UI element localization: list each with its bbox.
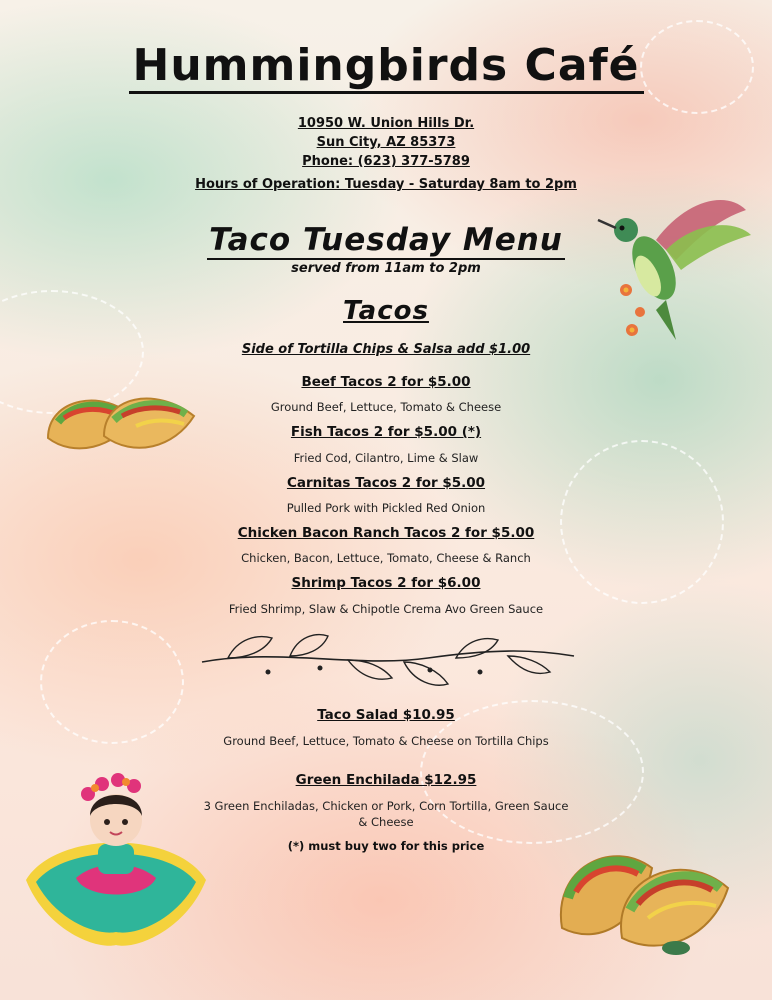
menu-item-desc: Chicken, Bacon, Lettuce, Tomato, Cheese & Ranch xyxy=(241,551,531,565)
cafe-title: Hummingbirds Café xyxy=(0,40,772,91)
hours: Hours of Operation: Tuesday - Saturday 8am to 2pm xyxy=(195,177,577,192)
hummingbird-icon xyxy=(596,180,756,360)
menu-item-name: Beef Tacos 2 for $5.00 xyxy=(301,374,471,390)
background-swirl xyxy=(40,620,184,744)
dancer-icon xyxy=(16,760,216,960)
address-line2: Sun City, AZ 85373 xyxy=(316,135,456,150)
menu-item-name: Shrimp Tacos 2 for $6.00 xyxy=(291,575,481,591)
menu-item-name: Carnitas Tacos 2 for $5.00 xyxy=(286,475,486,491)
menu-item-name: Green Enchilada $12.95 xyxy=(295,772,477,788)
menu-item-desc: Pulled Pork with Pickled Red Onion xyxy=(286,501,486,515)
menu-item-name: Taco Salad $10.95 xyxy=(317,707,455,723)
served-hours: served from 11am to 2pm xyxy=(291,261,481,276)
menu-item-desc: Ground Beef, Lettuce, Tomato & Cheese on Tortilla Chips xyxy=(223,734,549,748)
menu-title: Taco Tuesday Menu xyxy=(209,222,563,258)
menu-item-desc: Fried Shrimp, Slaw & Chipotle Crema Avo Green Sauce xyxy=(228,602,544,616)
vine-divider-icon xyxy=(198,628,578,694)
tacos-right-icon xyxy=(552,818,732,958)
section-title: Tacos xyxy=(343,296,429,326)
footnote: (*) must buy two for this price xyxy=(287,839,485,853)
phone: Phone: (623) 377-5789 xyxy=(302,154,470,169)
menu-item-desc: Fried Cod, Cilantro, Lime & Slaw xyxy=(293,451,479,465)
menu-item-name: Fish Tacos 2 for $5.00 (*) xyxy=(290,424,482,440)
menu-item-name: Chicken Bacon Ranch Tacos 2 for $5.00 xyxy=(237,525,535,541)
menu-item-desc: Ground Beef, Lettuce, Tomato & Cheese xyxy=(270,400,502,414)
address-line1: 10950 W. Union Hills Dr. xyxy=(297,116,475,131)
menu-item-desc: 3 Green Enchiladas, Chicken or Pork, Corn Tortilla, Green Sauce & Cheese xyxy=(203,799,569,829)
tacos-left-icon xyxy=(44,378,200,468)
side-note: Side of Tortilla Chips & Salsa add $1.00 xyxy=(241,342,531,357)
